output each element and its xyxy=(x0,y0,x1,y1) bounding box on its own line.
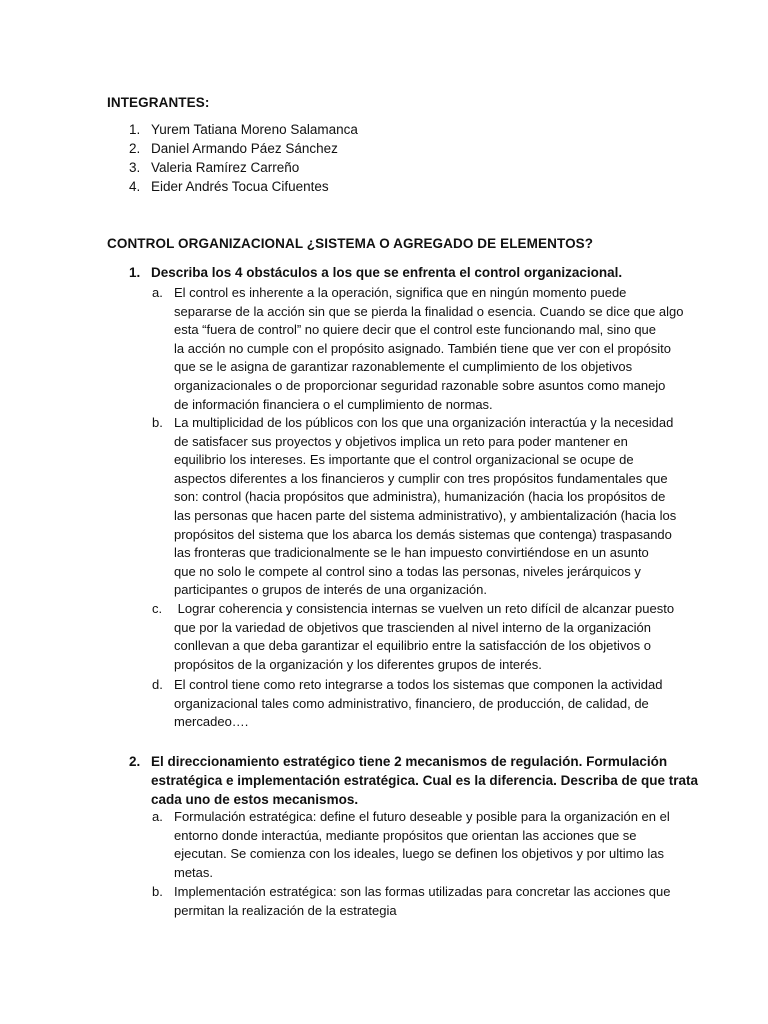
answer-1c xyxy=(152,600,692,674)
section-title: CONTROL ORGANIZACIONAL ¿SISTEMA O AGREGADO DE ELEMENTOS? xyxy=(107,236,594,251)
answer-1d xyxy=(152,676,692,732)
question-number: 2. xyxy=(129,754,141,769)
answer-line: de satisfacer sus proyectos y objetivos implica un reto para poder mantener en xyxy=(174,433,628,449)
answer-line: equilibrio los intereses. Es importante que el control organizacional se ocupe de xyxy=(174,452,634,468)
answer-letter: a. xyxy=(152,809,163,824)
answer-line: metas. xyxy=(174,864,214,880)
answer-line: esta “fuera de control” no quiere decir que el control este funcionando mal, sino que xyxy=(174,322,657,338)
member-name: Daniel Armando Páez Sánchez xyxy=(151,141,338,156)
answer-line: conllevan a que deba garantizar el equilibrio entre la satisfacción de los objetivos o xyxy=(174,638,651,654)
member-number: 2. xyxy=(129,141,141,156)
answer-text xyxy=(174,808,692,882)
answer-line: Lograr coherencia y consistencia internas se vuelven un reto difícil de alcanzar puesto xyxy=(174,601,675,616)
answer-text xyxy=(174,600,692,674)
answer-text xyxy=(174,284,692,414)
answer-line: propósitos de la organización y los diferentes grupos de interés. xyxy=(174,656,542,672)
answer-text xyxy=(174,414,692,600)
answer-line: Implementación estratégica: son las formas utilizadas para concretar las acciones que xyxy=(174,884,671,899)
answer-line: las fronteras que tradicionalmente se le han impuesto convirtiéndose en un asunto xyxy=(174,545,649,561)
answer-line: La multiplicidad de los públicos con los que una organización interactúa y la necesidad xyxy=(174,415,674,430)
answer-line: entorno donde interactúa, mediante propósitos que orientan las acciones que se xyxy=(174,827,637,843)
member-item xyxy=(107,141,338,156)
member-number: 1. xyxy=(129,122,141,137)
answer-text xyxy=(174,676,692,732)
member-item xyxy=(107,122,358,137)
answer-line: separarse de la acción sin que se pierda la finalidad o esencia. Cuando se dice que algo xyxy=(174,303,684,319)
question-1 xyxy=(129,263,689,282)
member-item xyxy=(107,179,329,194)
answer-1b xyxy=(152,414,692,600)
answer-letter: c. xyxy=(152,601,163,616)
answer-2a xyxy=(152,808,692,882)
member-name: Valeria Ramírez Carreño xyxy=(151,160,300,175)
answer-text xyxy=(174,883,692,920)
question-2 xyxy=(129,752,698,809)
members-heading: INTEGRANTES: xyxy=(107,95,210,110)
answer-line: ejecutan. Se comienza con los ideales, luego se definen los objetivos y por ultimo las xyxy=(174,846,664,862)
member-item xyxy=(107,160,299,175)
answer-2b xyxy=(152,883,692,920)
answer-line: aspectos diferentes a los financieros y cumplir con tres propósitos fundamentales que xyxy=(174,470,668,486)
answer-line: que no solo le compete al control sino a todas las personas, niveles jerárquicos y xyxy=(174,563,641,579)
member-name: Yurem Tatiana Moreno Salamanca xyxy=(151,122,358,137)
question-line: El direccionamiento estratégico tiene 2 mecanismos de regulación. Formulación xyxy=(151,754,668,769)
member-number: 4. xyxy=(129,179,141,194)
answer-letter: d. xyxy=(152,677,163,692)
question-text xyxy=(151,263,689,282)
answer-line: organizacionales o de proporcionar seguridad razonable sobre asuntos como manejo xyxy=(174,377,666,393)
answer-line: que por la variedad de objetivos que trascienden al nivel interno de la organización xyxy=(174,619,651,635)
answer-line: organizacional tales como administrativo, financiero, de producción, de calidad, de xyxy=(174,695,649,711)
answer-line: de información financiera o el cumplimiento de normas. xyxy=(174,396,493,412)
answer-line: El control es inherente a la operación, significa que en ningún momento puede xyxy=(174,285,627,300)
answer-line: permitan la realización de la estrategia xyxy=(174,902,397,918)
answer-line: son: control (hacia propósitos que administra), humanización (hacia los propósitos de xyxy=(174,489,666,505)
answer-letter: b. xyxy=(152,415,163,430)
answer-line: El control tiene como reto integrarse a todos los sistemas que componen la actividad xyxy=(174,677,663,692)
question-line: Describa los 4 obstáculos a los que se enfrenta el control organizacional. xyxy=(151,265,623,280)
answer-letter: b. xyxy=(152,884,163,899)
answer-line: la acción no cumple con el propósito asignado. También tiene que ver con el propósito xyxy=(174,340,671,356)
question-text xyxy=(151,752,698,809)
answer-line: que se le asigna de garantizar razonablemente el cumplimiento de los objetivos xyxy=(174,359,633,375)
member-number: 3. xyxy=(129,160,141,175)
answer-line: Formulación estratégica: define el futuro deseable y posible para la organización en el xyxy=(174,809,670,824)
member-name: Eider Andrés Tocua Cifuentes xyxy=(151,179,329,194)
question-line: cada uno de estos mecanismos. xyxy=(151,792,359,807)
question-number: 1. xyxy=(129,265,141,280)
answer-line: mercadeo…. xyxy=(174,714,249,730)
answer-line: propósitos del sistema que los abarca los demás sistemas que contenga) traspasando xyxy=(174,526,672,542)
answer-1a xyxy=(152,284,692,414)
answer-letter: a. xyxy=(152,285,163,300)
question-line: estratégica e implementación estratégica. Cual es la diferencia. Describa de que trata xyxy=(151,773,698,788)
answer-line: las personas que hacen parte del sistema administrativo), y ambientalización (hacia los xyxy=(174,507,677,523)
answer-line: participantes o grupos de interés de una organización. xyxy=(174,582,487,598)
